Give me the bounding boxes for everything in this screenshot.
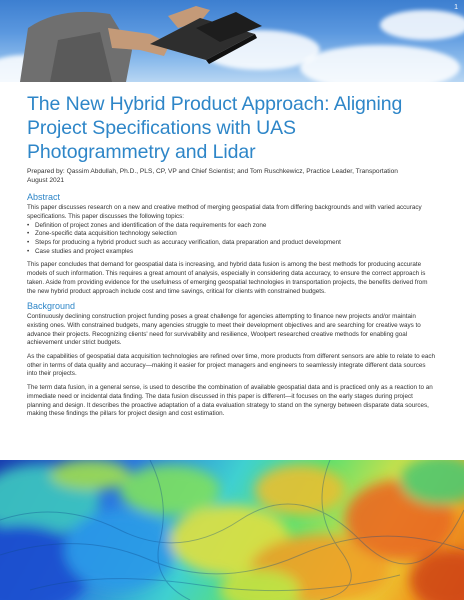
publication-date: August 2021 — [27, 176, 65, 184]
page-number: 1 — [454, 4, 458, 11]
article — [27, 92, 437, 424]
list-item: • Steps for producing a hybrid product such as accuracy verification, data preparation and product development — [35, 239, 437, 248]
background-paragraph: As the capabilities of geospatial data acquisition technologies are refined over time, more products from different sensors are able to relate to each other in terms of data quality and accuracy—making it easier for project managers and engineers to seamlessly integrate different data sources into their projects. — [27, 353, 436, 378]
byline — [27, 168, 437, 185]
background-paragraph: The term data fusion, in a general sense, is used to describe the combination of available geospatial data and is practiced only as a reaction to an immediate need or incidental data finding. The data fusion discussed in this paper is different—it focuses on the early stages during project planning and design. It describes the proactive adaptation of a data evaluation strategy to stand on the synergy between disparate data sources, making these findings the pillars for project design and cost estimation. — [27, 384, 433, 418]
list-item: • Case studies and project examples — [35, 248, 437, 257]
abstract-intro: This paper discusses research on a new and creative method of merging geospatial data from differing backgrounds and with varied accuracy specifications. This paper discusses the following topics: — [27, 204, 422, 220]
background-paragraph: Continuously declining construction project funding poses a great challenge for agencies attempting to finance new projects and/or maintain existing ones. With constrained budgets, many agencies struggle to meet their development objectives and are searching for creative ways to advance their projects. Recognizing clients' need for survivability and resilience, Woolpert researched creative methods for enabling goal achievement under strict budgets. — [27, 313, 421, 347]
terrain-texture — [0, 460, 464, 600]
lidar-elevation-image — [0, 460, 464, 600]
list-item: • Zone-specific data acquisition technology selection — [35, 230, 437, 239]
abstract-heading: Abstract — [27, 192, 61, 203]
paper-title: The New Hybrid Product Approach: Aligning Project Specifications with UAS Photogrammetry and Lidar — [27, 93, 403, 163]
list-item: • Definition of project zones and identification of the data requirements for each zone — [35, 222, 437, 231]
hero-photo — [0, 0, 464, 82]
prepared-by: Prepared by: Qassim Abdullah, Ph.D., PLS, CP, VP and Chief Scientist; and Tom Ruschkewicz, Practice Leader, Transportation — [27, 168, 398, 175]
drone-photo-figure — [0, 0, 464, 82]
background-heading: Background — [27, 301, 76, 312]
abstract-conclusion: This paper concludes that demand for geospatial data is increasing, and hybrid data fusion is among the best methods for producing accurate models of such information. This requires a great amount of analysis, especially in considering data accuracy, to ensure the correct approach is taken. Aside from providing evidence for the usefulness of emerging geospatial technologies in transportation projects, the benefits derived from the new hybrid product approach include cost and time savings, critical for clients with constrained budgets. — [27, 261, 428, 295]
abstract-topic-list — [27, 222, 437, 257]
